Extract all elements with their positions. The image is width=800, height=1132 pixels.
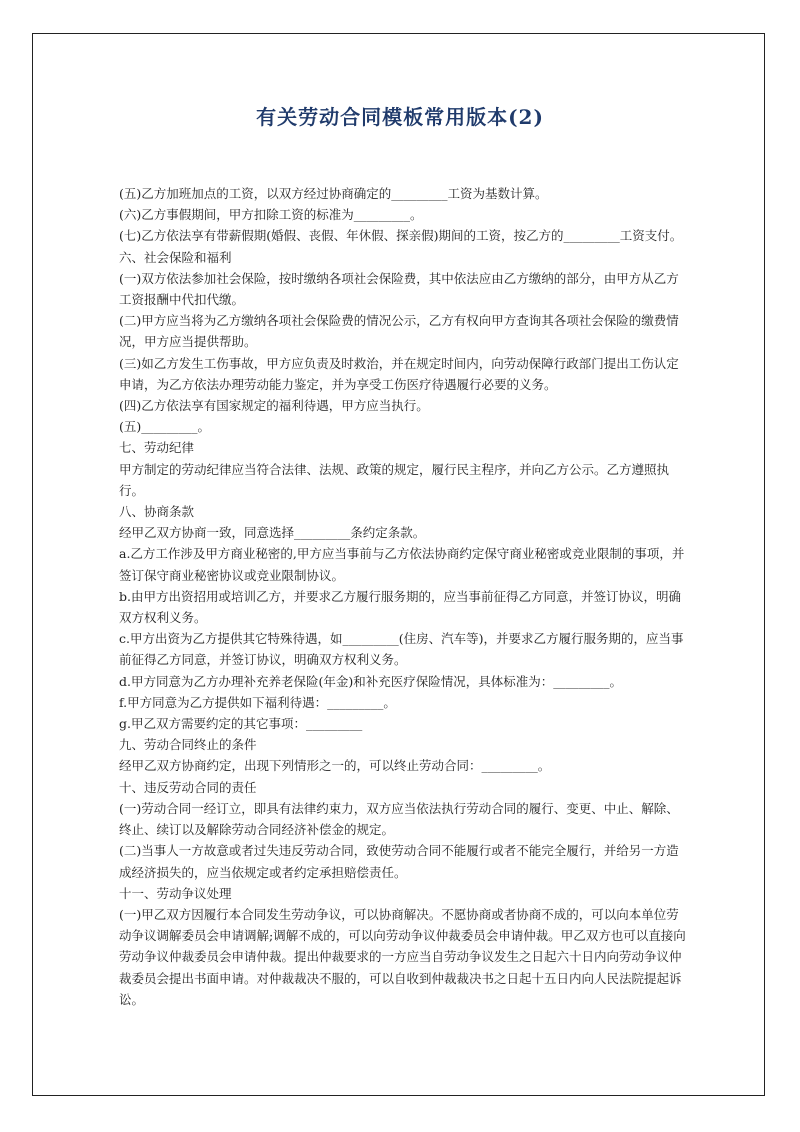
paragraph: (一)双方依法参加社会保险，按时缴纳各项社会保险费，其中依法应由乙方缴纳的部分，由甲方从乙方工资报酬中代扣代缴。 [119,270,679,308]
document-title: 有关劳动合同模板常用版本(2) [256,105,544,129]
paragraph: (七)乙方依法享有带薪假期(婚假、丧假、年休假、探亲假)期间的工资，按乙方的_________工资支付。 [119,228,683,244]
paragraph: a.乙方工作涉及甲方商业秘密的,甲方应当事前与乙方依法协商约定保守商业秘密或竞业限制的事项，并签订保守商业秘密协议或竞业限制协议。 [119,546,685,583]
section-heading: 六、社会保险和福利 [119,249,232,265]
section-heading: 十一、劳动争议处理 [119,885,232,901]
paragraph: 经甲乙双方协商一致，同意选择_________条约定条款。 [119,525,426,541]
section-heading: 九、劳动合同终止的条件 [119,737,257,753]
paragraph: 经甲乙双方协商约定，出现下列情形之一的，可以终止劳动合同：_________。 [119,758,551,774]
paragraph: g.甲乙双方需要约定的其它事项：_________ [119,716,363,732]
paragraph: b.由甲方出资招用或培训乙方，并要求乙方履行服务期的，应当事前征得乙方同意，并签订协议，明确双方权利义务。 [119,588,681,626]
paragraph: (六)乙方事假期间，甲方扣除工资的标准为_________。 [119,207,423,223]
paragraph: d.甲方同意为乙方办理补充养老保险(年金)和补充医疗保险情况，具体标准为：_________。 [119,673,622,689]
paragraph: (二)当事人一方故意或者过失违反劳动合同，致使劳动合同不能履行或者不能完全履行，并给另一方造成经济损失的，应当依规定或者约定承担赔偿责任。 [119,843,679,880]
section-heading: 十、违反劳动合同的责任 [119,779,257,795]
paragraph: (二)甲方应当将为乙方缴纳各项社会保险费的情况公示，乙方有权向甲方查询其各项社会保险的缴费情况，甲方应当提供帮助。 [119,313,679,350]
document-body [119,183,689,1010]
paragraph: c.甲方出资为乙方提供其它特殊待遇，如_________(住房、汽车等)，并要求乙方履行服务期的，应当事前征得乙方同意，并签订协议，明确双方权利义务。 [119,631,684,668]
paragraph: (一)劳动合同一经订立，即具有法律约束力，双方应当依法执行劳动合同的履行、变更、中止、解除、终止、续订以及解除劳动合同经济补偿金的规定。 [119,800,679,838]
section-heading: 七、劳动纪律 [119,440,195,456]
paragraph: (一)甲乙双方因履行本合同发生劳动争议，可以协商解决。不愿协商或者协商不成的，可以向本单位劳动争议调解委员会申请调解;调解不成的，可以向劳动争议仲裁委员会申请仲裁。甲乙双方也可以直接向劳动争议仲裁委员会申请仲裁。提出仲裁要求的一方应当自劳动争议发生之日起六十日内向劳动争议仲裁委员会提出书面申请。对仲裁裁决不服的，可以自收到仲裁裁决书之日起十五日内向人民法院提起诉讼。 [119,906,686,1007]
paragraph: (三)如乙方发生工伤事故，甲方应负责及时救治，并在规定时间内，向劳动保障行政部门提出工伤认定申请，为乙方依法办理劳动能力鉴定，并为享受工伤医疗待遇履行必要的义务。 [119,355,679,392]
section-heading: 八、协商条款 [119,504,195,520]
paragraph: (五)乙方加班加点的工资，以双方经过协商确定的_________工资为基数计算。 [119,186,548,201]
paragraph: (五)_________。 [119,419,211,435]
paragraph: f.甲方同意为乙方提供如下福利待遇：_________。 [119,694,396,710]
paragraph: (四)乙方依法享有国家规定的福利待遇，甲方应当执行。 [119,398,429,414]
paragraph: 甲方制定的劳动纪律应当符合法律、法规、政策的规定，履行民主程序，并向乙方公示。乙方遵照执行。 [119,461,670,498]
